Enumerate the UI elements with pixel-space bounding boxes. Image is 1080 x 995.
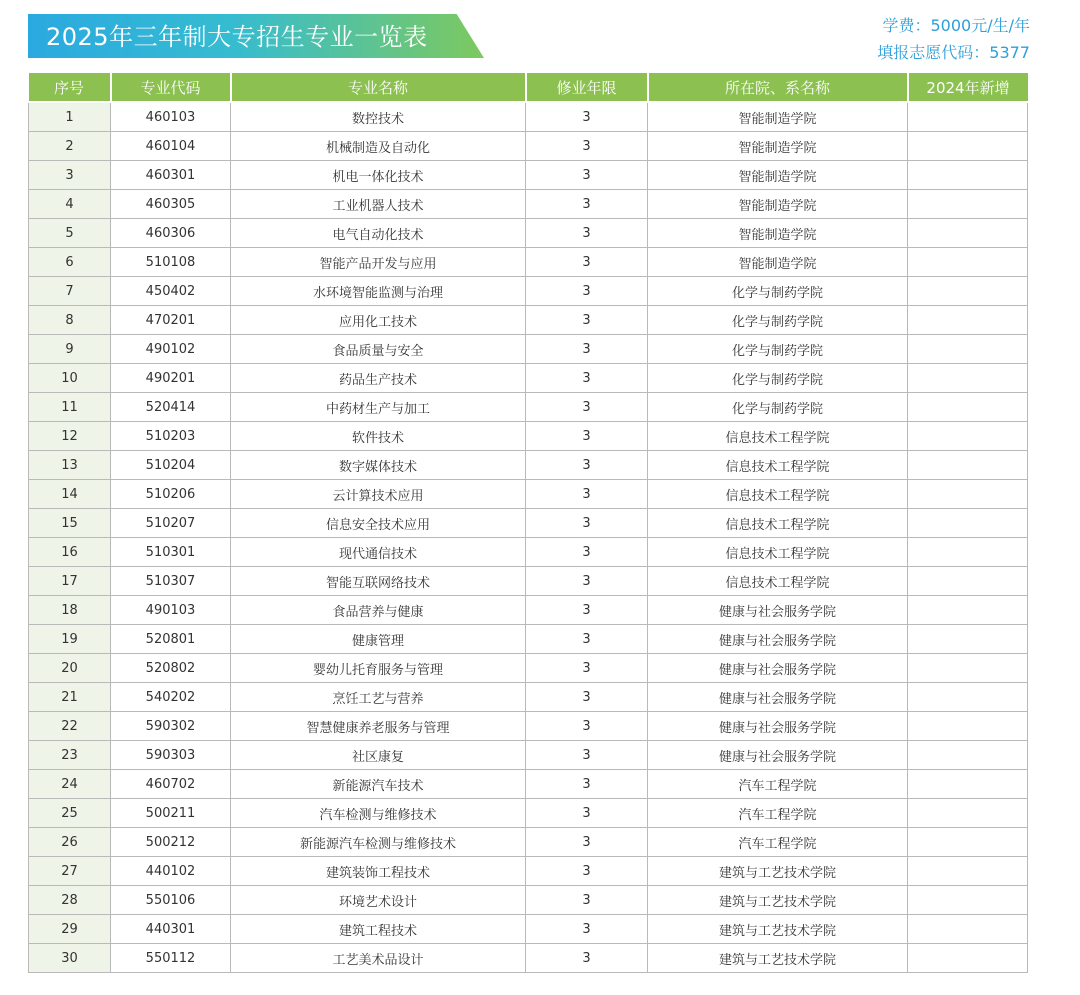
cell-study-years: 3 bbox=[526, 857, 648, 886]
cell-index: 11 bbox=[29, 393, 111, 422]
cell-major-code: 450402 bbox=[111, 277, 231, 306]
cell-new-2024 bbox=[908, 538, 1028, 567]
cell-school: 健康与社会服务学院 bbox=[648, 712, 908, 741]
table-row bbox=[29, 625, 1028, 654]
cell-major-code: 510207 bbox=[111, 509, 231, 538]
cell-major-code: 460702 bbox=[111, 770, 231, 799]
cell-new-2024 bbox=[908, 509, 1028, 538]
cell-new-2024 bbox=[908, 857, 1028, 886]
cell-index: 8 bbox=[29, 306, 111, 335]
cell-index: 7 bbox=[29, 277, 111, 306]
cell-study-years: 3 bbox=[526, 335, 648, 364]
cell-school: 汽车工程学院 bbox=[648, 799, 908, 828]
cell-major-code: 460306 bbox=[111, 219, 231, 248]
cell-index: 16 bbox=[29, 538, 111, 567]
cell-index: 24 bbox=[29, 770, 111, 799]
cell-major-name: 汽车检测与维修技术 bbox=[231, 799, 526, 828]
table-row bbox=[29, 567, 1028, 596]
table-row bbox=[29, 132, 1028, 161]
cell-new-2024 bbox=[908, 654, 1028, 683]
cell-major-code: 440102 bbox=[111, 857, 231, 886]
cell-major-name: 药品生产技术 bbox=[231, 364, 526, 393]
table-row bbox=[29, 538, 1028, 567]
cell-new-2024 bbox=[908, 190, 1028, 219]
cell-school: 信息技术工程学院 bbox=[648, 480, 908, 509]
cell-index: 19 bbox=[29, 625, 111, 654]
header-major-code: 专业代码 bbox=[111, 73, 231, 102]
cell-major-name: 数字媒体技术 bbox=[231, 451, 526, 480]
cell-major-name: 健康管理 bbox=[231, 625, 526, 654]
cell-school: 智能制造学院 bbox=[648, 132, 908, 161]
header-index: 序号 bbox=[29, 73, 111, 102]
cell-major-name: 环境艺术设计 bbox=[231, 886, 526, 915]
cell-study-years: 3 bbox=[526, 364, 648, 393]
cell-school: 建筑与工艺技术学院 bbox=[648, 886, 908, 915]
cell-study-years: 3 bbox=[526, 567, 648, 596]
cell-new-2024 bbox=[908, 277, 1028, 306]
cell-major-name: 社区康复 bbox=[231, 741, 526, 770]
cell-new-2024 bbox=[908, 944, 1028, 973]
cell-school: 汽车工程学院 bbox=[648, 770, 908, 799]
cell-study-years: 3 bbox=[526, 102, 648, 132]
cell-major-name: 智慧健康养老服务与管理 bbox=[231, 712, 526, 741]
cell-index: 18 bbox=[29, 596, 111, 625]
table-row bbox=[29, 219, 1028, 248]
table-row bbox=[29, 509, 1028, 538]
cell-study-years: 3 bbox=[526, 393, 648, 422]
cell-study-years: 3 bbox=[526, 625, 648, 654]
table-row bbox=[29, 712, 1028, 741]
table-row bbox=[29, 306, 1028, 335]
header-new-2024: 2024年新增 bbox=[908, 73, 1028, 102]
cell-major-name: 水环境智能监测与治理 bbox=[231, 277, 526, 306]
table-row bbox=[29, 248, 1028, 277]
cell-major-name: 新能源汽车检测与维修技术 bbox=[231, 828, 526, 857]
cell-school: 建筑与工艺技术学院 bbox=[648, 915, 908, 944]
cell-major-name: 建筑装饰工程技术 bbox=[231, 857, 526, 886]
cell-new-2024 bbox=[908, 480, 1028, 509]
cell-new-2024 bbox=[908, 161, 1028, 190]
table-row bbox=[29, 451, 1028, 480]
cell-school: 化学与制药学院 bbox=[648, 277, 908, 306]
table-row bbox=[29, 335, 1028, 364]
cell-index: 4 bbox=[29, 190, 111, 219]
majors-table bbox=[28, 73, 1028, 973]
cell-study-years: 3 bbox=[526, 190, 648, 219]
cell-major-code: 510206 bbox=[111, 480, 231, 509]
cell-school: 信息技术工程学院 bbox=[648, 538, 908, 567]
cell-study-years: 3 bbox=[526, 132, 648, 161]
cell-major-code: 510301 bbox=[111, 538, 231, 567]
table-row bbox=[29, 828, 1028, 857]
table-row bbox=[29, 886, 1028, 915]
cell-school: 化学与制药学院 bbox=[648, 364, 908, 393]
cell-index: 17 bbox=[29, 567, 111, 596]
cell-major-code: 540202 bbox=[111, 683, 231, 712]
cell-study-years: 3 bbox=[526, 219, 648, 248]
cell-major-name: 食品营养与健康 bbox=[231, 596, 526, 625]
cell-school: 信息技术工程学院 bbox=[648, 451, 908, 480]
cell-index: 2 bbox=[29, 132, 111, 161]
cell-major-name: 云计算技术应用 bbox=[231, 480, 526, 509]
cell-new-2024 bbox=[908, 683, 1028, 712]
cell-study-years: 3 bbox=[526, 277, 648, 306]
cell-new-2024 bbox=[908, 335, 1028, 364]
cell-major-name: 烹饪工艺与营养 bbox=[231, 683, 526, 712]
cell-major-code: 460305 bbox=[111, 190, 231, 219]
cell-study-years: 3 bbox=[526, 248, 648, 277]
table-row bbox=[29, 190, 1028, 219]
cell-index: 13 bbox=[29, 451, 111, 480]
header-study-years: 修业年限 bbox=[526, 73, 648, 102]
cell-index: 12 bbox=[29, 422, 111, 451]
cell-major-code: 510307 bbox=[111, 567, 231, 596]
cell-major-name: 数控技术 bbox=[231, 102, 526, 132]
cell-study-years: 3 bbox=[526, 161, 648, 190]
table-row bbox=[29, 596, 1028, 625]
cell-school: 化学与制药学院 bbox=[648, 393, 908, 422]
cell-new-2024 bbox=[908, 770, 1028, 799]
cell-major-code: 510204 bbox=[111, 451, 231, 480]
cell-major-name: 智能互联网络技术 bbox=[231, 567, 526, 596]
cell-study-years: 3 bbox=[526, 451, 648, 480]
cell-school: 健康与社会服务学院 bbox=[648, 596, 908, 625]
cell-major-name: 工业机器人技术 bbox=[231, 190, 526, 219]
cell-study-years: 3 bbox=[526, 596, 648, 625]
table-header-row bbox=[29, 73, 1028, 102]
cell-study-years: 3 bbox=[526, 683, 648, 712]
cell-study-years: 3 bbox=[526, 654, 648, 683]
cell-study-years: 3 bbox=[526, 480, 648, 509]
cell-new-2024 bbox=[908, 102, 1028, 132]
cell-major-code: 460301 bbox=[111, 161, 231, 190]
cell-index: 21 bbox=[29, 683, 111, 712]
cell-new-2024 bbox=[908, 219, 1028, 248]
cell-major-code: 520414 bbox=[111, 393, 231, 422]
cell-major-code: 520802 bbox=[111, 654, 231, 683]
table-row bbox=[29, 364, 1028, 393]
cell-major-code: 500212 bbox=[111, 828, 231, 857]
cell-index: 20 bbox=[29, 654, 111, 683]
cell-school: 建筑与工艺技术学院 bbox=[648, 944, 908, 973]
cell-new-2024 bbox=[908, 567, 1028, 596]
cell-index: 3 bbox=[29, 161, 111, 190]
cell-new-2024 bbox=[908, 625, 1028, 654]
cell-study-years: 3 bbox=[526, 915, 648, 944]
table-row bbox=[29, 480, 1028, 509]
cell-index: 6 bbox=[29, 248, 111, 277]
cell-index: 1 bbox=[29, 102, 111, 132]
table-row bbox=[29, 741, 1028, 770]
cell-school: 健康与社会服务学院 bbox=[648, 654, 908, 683]
cell-index: 10 bbox=[29, 364, 111, 393]
cell-study-years: 3 bbox=[526, 538, 648, 567]
cell-index: 30 bbox=[29, 944, 111, 973]
cell-study-years: 3 bbox=[526, 712, 648, 741]
cell-school: 健康与社会服务学院 bbox=[648, 741, 908, 770]
cell-new-2024 bbox=[908, 712, 1028, 741]
cell-new-2024 bbox=[908, 828, 1028, 857]
cell-index: 5 bbox=[29, 219, 111, 248]
cell-major-code: 590303 bbox=[111, 741, 231, 770]
cell-major-name: 信息安全技术应用 bbox=[231, 509, 526, 538]
cell-major-name: 食品质量与安全 bbox=[231, 335, 526, 364]
cell-index: 27 bbox=[29, 857, 111, 886]
cell-major-code: 440301 bbox=[111, 915, 231, 944]
cell-major-name: 机械制造及自动化 bbox=[231, 132, 526, 161]
page-title: 2025年三年制大专招生专业一览表 bbox=[46, 23, 428, 51]
cell-school: 化学与制药学院 bbox=[648, 306, 908, 335]
cell-major-code: 490102 bbox=[111, 335, 231, 364]
cell-study-years: 3 bbox=[526, 828, 648, 857]
cell-index: 28 bbox=[29, 886, 111, 915]
cell-study-years: 3 bbox=[526, 422, 648, 451]
cell-major-code: 520801 bbox=[111, 625, 231, 654]
table-row bbox=[29, 799, 1028, 828]
cell-school: 智能制造学院 bbox=[648, 219, 908, 248]
cell-major-code: 500211 bbox=[111, 799, 231, 828]
cell-index: 23 bbox=[29, 741, 111, 770]
cell-school: 化学与制药学院 bbox=[648, 335, 908, 364]
table-row bbox=[29, 770, 1028, 799]
cell-index: 22 bbox=[29, 712, 111, 741]
cell-index: 25 bbox=[29, 799, 111, 828]
cell-index: 15 bbox=[29, 509, 111, 538]
cell-school: 建筑与工艺技术学院 bbox=[648, 857, 908, 886]
cell-major-name: 机电一体化技术 bbox=[231, 161, 526, 190]
cell-major-code: 470201 bbox=[111, 306, 231, 335]
cell-major-code: 510203 bbox=[111, 422, 231, 451]
cell-school: 信息技术工程学院 bbox=[648, 567, 908, 596]
cell-major-name: 应用化工技术 bbox=[231, 306, 526, 335]
cell-new-2024 bbox=[908, 248, 1028, 277]
cell-major-code: 460104 bbox=[111, 132, 231, 161]
application-code-info: 填报志愿代码：5377 bbox=[877, 43, 1030, 62]
cell-school: 汽车工程学院 bbox=[648, 828, 908, 857]
table-row bbox=[29, 857, 1028, 886]
cell-new-2024 bbox=[908, 393, 1028, 422]
cell-major-code: 510108 bbox=[111, 248, 231, 277]
tuition-info: 学费：5000元/生/年 bbox=[882, 16, 1030, 35]
cell-major-name: 建筑工程技术 bbox=[231, 915, 526, 944]
cell-major-name: 软件技术 bbox=[231, 422, 526, 451]
cell-school: 智能制造学院 bbox=[648, 102, 908, 132]
cell-index: 26 bbox=[29, 828, 111, 857]
cell-study-years: 3 bbox=[526, 944, 648, 973]
cell-new-2024 bbox=[908, 596, 1028, 625]
cell-major-name: 智能产品开发与应用 bbox=[231, 248, 526, 277]
cell-major-name: 婴幼儿托育服务与管理 bbox=[231, 654, 526, 683]
cell-school: 信息技术工程学院 bbox=[648, 509, 908, 538]
cell-major-code: 550112 bbox=[111, 944, 231, 973]
cell-study-years: 3 bbox=[526, 886, 648, 915]
cell-major-code: 490103 bbox=[111, 596, 231, 625]
cell-major-name: 工艺美术品设计 bbox=[231, 944, 526, 973]
cell-study-years: 3 bbox=[526, 509, 648, 538]
table-row bbox=[29, 915, 1028, 944]
cell-major-code: 460103 bbox=[111, 102, 231, 132]
header-major-name: 专业名称 bbox=[231, 73, 526, 102]
table-row bbox=[29, 161, 1028, 190]
cell-school: 信息技术工程学院 bbox=[648, 422, 908, 451]
cell-new-2024 bbox=[908, 306, 1028, 335]
cell-study-years: 3 bbox=[526, 770, 648, 799]
table-row bbox=[29, 422, 1028, 451]
table-row bbox=[29, 277, 1028, 306]
header-school: 所在院、系名称 bbox=[648, 73, 908, 102]
cell-new-2024 bbox=[908, 741, 1028, 770]
cell-major-name: 中药材生产与加工 bbox=[231, 393, 526, 422]
cell-study-years: 3 bbox=[526, 799, 648, 828]
cell-major-code: 490201 bbox=[111, 364, 231, 393]
cell-new-2024 bbox=[908, 132, 1028, 161]
cell-new-2024 bbox=[908, 886, 1028, 915]
cell-school: 智能制造学院 bbox=[648, 190, 908, 219]
table-row bbox=[29, 683, 1028, 712]
cell-index: 9 bbox=[29, 335, 111, 364]
cell-major-name: 现代通信技术 bbox=[231, 538, 526, 567]
table-row bbox=[29, 654, 1028, 683]
cell-new-2024 bbox=[908, 422, 1028, 451]
cell-school: 智能制造学院 bbox=[648, 161, 908, 190]
cell-index: 29 bbox=[29, 915, 111, 944]
cell-study-years: 3 bbox=[526, 741, 648, 770]
cell-new-2024 bbox=[908, 451, 1028, 480]
cell-new-2024 bbox=[908, 799, 1028, 828]
cell-school: 健康与社会服务学院 bbox=[648, 625, 908, 654]
cell-school: 智能制造学院 bbox=[648, 248, 908, 277]
cell-school: 健康与社会服务学院 bbox=[648, 683, 908, 712]
cell-index: 14 bbox=[29, 480, 111, 509]
cell-study-years: 3 bbox=[526, 306, 648, 335]
cell-new-2024 bbox=[908, 364, 1028, 393]
cell-major-name: 电气自动化技术 bbox=[231, 219, 526, 248]
table-row bbox=[29, 944, 1028, 973]
cell-major-code: 590302 bbox=[111, 712, 231, 741]
cell-new-2024 bbox=[908, 915, 1028, 944]
cell-major-code: 550106 bbox=[111, 886, 231, 915]
cell-major-name: 新能源汽车技术 bbox=[231, 770, 526, 799]
table-row bbox=[29, 393, 1028, 422]
table-row bbox=[29, 102, 1028, 132]
table-body bbox=[29, 102, 1028, 973]
